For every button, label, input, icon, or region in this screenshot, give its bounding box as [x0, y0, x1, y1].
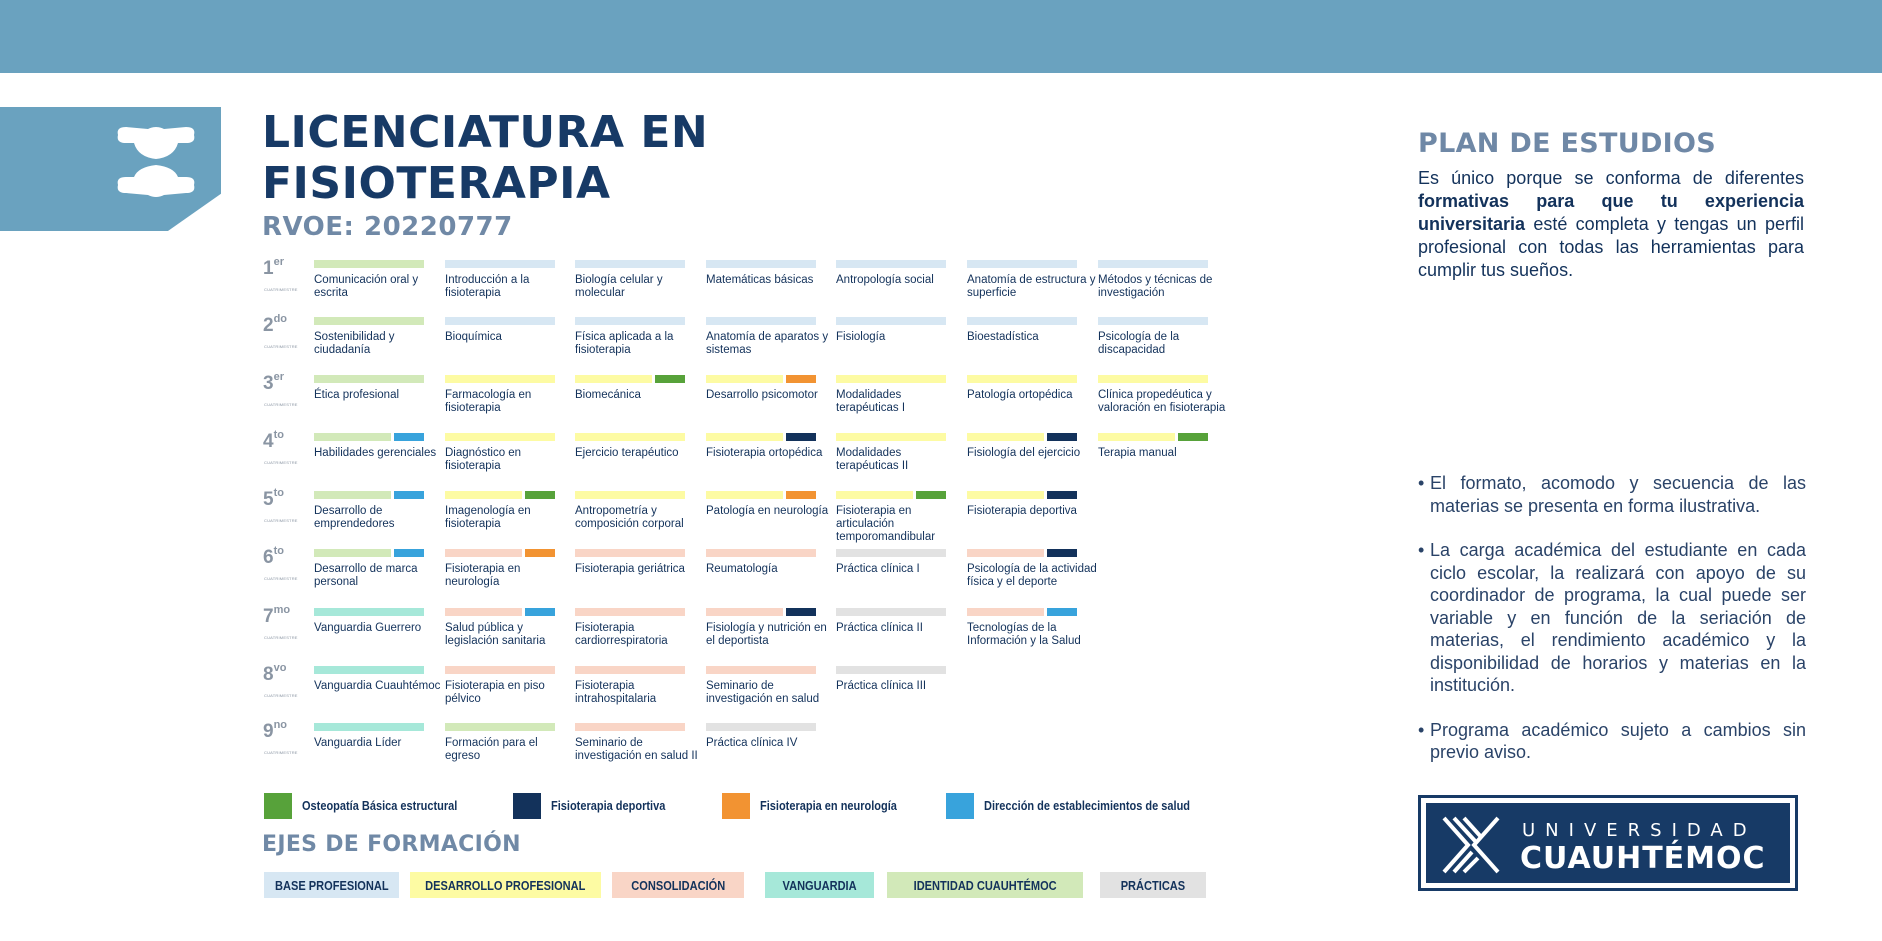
course-name: Fisiología del ejercicio	[967, 447, 1081, 459]
course-name: Ética profesional	[314, 389, 400, 401]
eje-color-bar	[836, 491, 913, 499]
legend-swatch	[722, 793, 750, 819]
course-eje-bar	[445, 549, 555, 557]
legend-swatch	[513, 793, 541, 819]
course-name: Patología en neurología	[706, 505, 829, 517]
legend-item	[513, 793, 681, 819]
specialty-color-bar	[525, 491, 555, 499]
legend-swatch	[264, 793, 292, 819]
eje-color-bar	[575, 666, 685, 674]
course-eje-bar	[706, 260, 816, 268]
course-name: Diagnóstico en fisioterapia	[445, 447, 522, 472]
course-name: Seminario de investigación en salud II	[575, 737, 698, 762]
eje-color-bar	[445, 375, 555, 383]
eje-color-bar	[314, 608, 424, 616]
course-eje-bar	[314, 608, 424, 616]
course-name: Vanguardia Líder	[314, 737, 402, 749]
note-item: • El formato, acomodo y secuencia de las materias se presenta en forma ilustrativa.	[1418, 473, 1806, 516]
course-eje-bar	[836, 666, 946, 674]
course-name: Fisioterapia deportiva	[967, 505, 1077, 517]
eje-color-bar	[706, 723, 816, 731]
semester-label	[263, 489, 284, 511]
specialty-color-bar	[1178, 433, 1208, 441]
specialty-color-bar	[1047, 433, 1077, 441]
note-item: • La carga académica del estudiante en cada ciclo escolar, la realizará con apoyo de su coordinador de programa, la cual puede ser variable y en función de la seriación de materias, el rendimiento académico y la disponibilidad de horarios y materias en la institución.	[1418, 540, 1806, 695]
specialty-color-bar	[525, 608, 555, 616]
eje-color-bar	[314, 666, 424, 674]
course-eje-bar	[706, 491, 816, 499]
eje-color-bar	[445, 491, 522, 499]
eje-color-bar	[967, 260, 1077, 268]
legend-item	[946, 793, 1218, 819]
semester-suffix: to	[273, 545, 284, 557]
semester-number: 8	[263, 664, 274, 685]
semester-number: 7	[263, 606, 274, 627]
course-eje-bar	[575, 375, 685, 383]
course-name: Introducción a la fisioterapia	[445, 274, 530, 299]
course-name: Antropología social	[836, 274, 934, 286]
course-name: Física aplicada a la fisioterapia	[575, 331, 674, 356]
eje-color-bar	[445, 723, 555, 731]
course-eje-bar	[445, 433, 555, 441]
course-name: Fisioterapia en neurología	[445, 563, 521, 588]
course-name: Comunicación oral y escrita	[314, 274, 419, 299]
course-name: Imagenología en fisioterapia	[445, 505, 531, 530]
legend-label: Fisioterapia deportiva	[551, 799, 666, 813]
course-name: Modalidades terapéuticas II	[836, 447, 909, 472]
note-text: El formato, acomodo y secuencia de las materias se presenta en forma ilustrativa.	[1430, 473, 1806, 516]
course-name: Desarrollo psicomotor	[706, 389, 818, 401]
course-eje-bar	[575, 433, 685, 441]
legend-label: Fisioterapia en neurología	[760, 799, 897, 813]
course-name: Farmacología en fisioterapia	[445, 389, 532, 414]
legend-swatch	[946, 793, 974, 819]
course-name: Fisioterapia geriátrica	[575, 563, 685, 575]
course-eje-bar	[314, 317, 424, 325]
legend-label: Dirección de establecimientos de salud	[984, 799, 1191, 813]
specialty-color-bar	[786, 433, 816, 441]
semester-number: 6	[263, 547, 274, 568]
eje-color-bar	[836, 608, 946, 616]
course-eje-bar	[967, 491, 1077, 499]
course-eje-bar	[836, 549, 946, 557]
course-eje-bar	[575, 317, 685, 325]
course-name: Psicología de la actividad física y el deporte	[967, 563, 1097, 588]
eje-label: CONSOLIDACIÓN	[631, 877, 725, 893]
course-name: Salud pública y legislación sanitaria	[445, 622, 546, 647]
plan-description	[1418, 167, 1804, 282]
eje-color-bar	[314, 549, 391, 557]
semester-sublabel: CUATRIMESTRE	[264, 460, 298, 465]
eje-color-bar	[445, 260, 555, 268]
eje-color-bar	[967, 491, 1044, 499]
course-eje-bar	[1098, 375, 1208, 383]
eje-color-bar	[575, 491, 685, 499]
course-name: Fisioterapia ortopédica	[706, 447, 823, 459]
course-name: Ejercicio terapéutico	[575, 447, 679, 459]
plan-title: PLAN DE ESTUDIOS	[1418, 128, 1717, 159]
specialty-color-bar	[394, 433, 424, 441]
semester-sublabel: CUATRIMESTRE	[264, 576, 298, 581]
eje-color-bar	[575, 317, 685, 325]
course-name: Práctica clínica II	[836, 622, 923, 634]
eje-color-bar	[575, 375, 652, 383]
specialty-color-bar	[916, 491, 946, 499]
eje-color-bar	[314, 433, 391, 441]
course-name: Modalidades terapéuticas I	[836, 389, 906, 414]
course-eje-bar	[967, 549, 1077, 557]
semester-label	[263, 664, 286, 686]
eje-color-bar	[1098, 260, 1208, 268]
specialty-color-bar	[786, 608, 816, 616]
eje-color-bar	[575, 608, 685, 616]
course-name: Práctica clínica I	[836, 563, 920, 575]
course-eje-bar	[967, 317, 1077, 325]
specialty-color-bar	[1047, 549, 1077, 557]
eje-color-bar	[314, 260, 424, 268]
eje-item	[612, 872, 744, 898]
eje-color-bar	[836, 549, 946, 557]
specialty-color-bar	[786, 375, 816, 383]
eje-color-bar	[706, 608, 783, 616]
eje-color-bar	[706, 549, 816, 557]
semester-suffix: vo	[273, 662, 287, 674]
eje-color-bar	[575, 723, 685, 731]
course-name: Reumatología	[706, 563, 778, 575]
course-eje-bar	[836, 317, 946, 325]
course-eje-bar	[967, 433, 1077, 441]
eje-color-bar	[967, 549, 1044, 557]
course-eje-bar	[314, 549, 424, 557]
specialty-color-bar	[394, 491, 424, 499]
top-band	[0, 0, 1882, 73]
course-eje-bar	[575, 549, 685, 557]
course-name: Seminario de investigación en salud	[706, 680, 820, 705]
course-name: Fisioterapia en articulación temporomandibular	[836, 505, 936, 543]
course-eje-bar	[575, 723, 685, 731]
semester-suffix: to	[273, 429, 284, 441]
notes-list	[1418, 472, 1806, 786]
course-name: Fisioterapia cardiorrespiratoria	[575, 622, 668, 647]
course-eje-bar	[575, 666, 685, 674]
course-eje-bar	[314, 666, 424, 674]
specialty-color-bar	[1047, 491, 1077, 499]
course-eje-bar	[445, 666, 555, 674]
course-eje-bar	[706, 549, 816, 557]
eje-color-bar	[1098, 375, 1208, 383]
semester-sublabel: CUATRIMESTRE	[264, 402, 298, 407]
course-eje-bar	[314, 433, 424, 441]
eje-item	[410, 872, 601, 898]
specialty-color-bar	[655, 375, 685, 383]
course-name: Clínica propedéutica y valoración en fisioterapia	[1098, 389, 1226, 414]
semester-sublabel: CUATRIMESTRE	[264, 287, 298, 292]
course-eje-bar	[836, 260, 946, 268]
eje-color-bar	[967, 433, 1044, 441]
semester-label	[263, 606, 290, 628]
semester-label	[263, 547, 284, 569]
course-name: Habilidades gerenciales	[314, 447, 437, 459]
logo-line-2: CUAUHTÉMOC	[1520, 841, 1766, 876]
semester-number: 4	[263, 431, 274, 452]
course-name: Psicología de la discapacidad	[1098, 331, 1180, 356]
course-name: Bioestadística	[967, 331, 1039, 343]
cuauhtemoc-logo-icon	[1438, 812, 1504, 878]
eje-color-bar	[1098, 433, 1175, 441]
plan-text-2: esté completa y tengas un perfil profesional con todas las herramientas para cumplir tus sueños.	[1418, 214, 1804, 280]
eje-color-bar	[706, 491, 783, 499]
semester-label	[263, 258, 284, 280]
title-line-2: FISIOTERAPIA	[262, 158, 611, 209]
eje-label: VANGUARDIA	[782, 877, 857, 893]
eje-label: BASE PROFESIONAL	[274, 877, 389, 893]
course-eje-bar	[445, 317, 555, 325]
course-eje-bar	[1098, 260, 1208, 268]
specialty-color-bar	[1047, 608, 1077, 616]
semester-number: 5	[263, 489, 274, 510]
course-name: Fisioterapia intrahospitalaria	[575, 680, 657, 705]
note-text: Programa académico sujeto a cambios sin previo aviso.	[1430, 719, 1806, 762]
note-item: • Programa académico sujeto a cambios sin previo aviso.	[1418, 719, 1806, 762]
page-title	[262, 107, 708, 209]
eje-color-bar	[445, 433, 555, 441]
course-name: Sostenibilidad y ciudadanía	[314, 331, 395, 356]
logo-line-1: UNIVERSIDAD	[1522, 820, 1757, 841]
course-eje-bar	[445, 260, 555, 268]
course-eje-bar	[967, 260, 1077, 268]
course-eje-bar	[836, 433, 946, 441]
eje-color-bar	[575, 549, 685, 557]
semester-sublabel: CUATRIMESTRE	[264, 344, 298, 349]
course-name: Vanguardia Cuauhtémoc	[314, 680, 441, 692]
semester-number: 9	[263, 721, 274, 742]
eje-color-bar	[314, 317, 424, 325]
course-name: Antropometría y composición corporal	[575, 505, 684, 530]
eje-color-bar	[706, 317, 816, 325]
course-eje-bar	[314, 260, 424, 268]
legend-item	[264, 793, 478, 819]
course-name: Matemáticas básicas	[706, 274, 814, 286]
course-name: Formación para el egreso	[445, 737, 538, 762]
semester-number: 1	[263, 258, 274, 279]
eje-color-bar	[314, 491, 391, 499]
course-eje-bar	[706, 723, 816, 731]
eje-label: DESARROLLO PROFESIONAL	[425, 877, 586, 893]
semester-sublabel: CUATRIMESTRE	[264, 518, 298, 523]
eje-item	[887, 872, 1083, 898]
course-eje-bar	[836, 491, 946, 499]
eje-color-bar	[1098, 317, 1208, 325]
eje-color-bar	[967, 317, 1077, 325]
course-eje-bar	[706, 433, 816, 441]
eje-color-bar	[836, 260, 946, 268]
course-name: Desarrollo de emprendedores	[314, 505, 395, 530]
course-name: Práctica clínica IV	[706, 737, 798, 749]
semester-label	[263, 721, 287, 743]
semester-label	[263, 315, 287, 337]
eje-label: IDENTIDAD CUAUHTÉMOC	[913, 877, 1057, 893]
eje-color-bar	[314, 375, 424, 383]
eje-color-bar	[836, 375, 946, 383]
legend-label: Osteopatía Básica estructural	[302, 799, 458, 813]
plan-text-bold: formativas para que tu experiencia universitaria	[1418, 191, 1804, 234]
course-eje-bar	[967, 608, 1077, 616]
course-eje-bar	[314, 723, 424, 731]
course-name: Patología ortopédica	[967, 389, 1073, 401]
eje-color-bar	[836, 317, 946, 325]
course-eje-bar	[706, 375, 816, 383]
course-eje-bar	[706, 317, 816, 325]
course-name: Biología celular y molecular	[575, 274, 663, 299]
course-eje-bar	[445, 608, 555, 616]
course-eje-bar	[967, 375, 1077, 383]
course-eje-bar	[706, 608, 816, 616]
course-name: Bioquímica	[445, 331, 502, 343]
legend-item	[722, 793, 916, 819]
course-eje-bar	[314, 491, 424, 499]
eje-color-bar	[706, 260, 816, 268]
eje-color-bar	[445, 608, 522, 616]
course-name: Fisiología y nutrición en el deportista	[706, 622, 827, 647]
course-name: Biomecánica	[575, 389, 641, 401]
eje-item	[1100, 872, 1206, 898]
eje-item	[765, 872, 874, 898]
course-eje-bar	[1098, 317, 1208, 325]
eje-color-bar	[706, 433, 783, 441]
course-name: Fisiología	[836, 331, 886, 343]
spine-icon	[108, 123, 204, 215]
course-eje-bar	[1098, 433, 1208, 441]
course-eje-bar	[836, 608, 946, 616]
eje-color-bar	[314, 723, 424, 731]
semester-suffix: to	[273, 487, 284, 499]
course-eje-bar	[575, 608, 685, 616]
semester-suffix: er	[273, 256, 284, 268]
specialty-color-bar	[786, 491, 816, 499]
course-eje-bar	[575, 491, 685, 499]
eje-color-bar	[445, 317, 555, 325]
course-name: Fisioterapia en piso pélvico	[445, 680, 545, 705]
semester-suffix: no	[273, 719, 288, 731]
course-name: Métodos y técnicas de investigación	[1098, 274, 1213, 299]
semester-suffix: mo	[273, 604, 291, 616]
university-logo	[1418, 795, 1798, 891]
semester-sublabel: CUATRIMESTRE	[264, 693, 298, 698]
course-eje-bar	[575, 260, 685, 268]
course-eje-bar	[445, 723, 555, 731]
course-eje-bar	[445, 491, 555, 499]
course-name: Anatomía de aparatos y sistemas	[706, 331, 829, 356]
semester-label	[263, 431, 284, 453]
eje-color-bar	[967, 608, 1044, 616]
title-line-1: LICENCIATURA EN	[262, 107, 709, 158]
specialty-color-bar	[394, 549, 424, 557]
course-eje-bar	[445, 375, 555, 383]
eje-color-bar	[445, 549, 522, 557]
eje-color-bar	[836, 666, 946, 674]
course-name: Vanguardia Guerrero	[314, 622, 422, 634]
eje-item	[264, 872, 399, 898]
course-eje-bar	[836, 375, 946, 383]
course-name: Terapia manual	[1098, 447, 1177, 459]
semester-number: 2	[263, 315, 274, 336]
course-eje-bar	[706, 666, 816, 674]
rvoe-label: RVOE: 20220777	[262, 212, 513, 242]
course-name: Desarrollo de marca personal	[314, 563, 418, 588]
course-eje-bar	[314, 375, 424, 383]
semester-sublabel: CUATRIMESTRE	[264, 635, 298, 640]
note-text: La carga académica del estudiante en cada ciclo escolar, la realizará con apoyo de su coordinador de programa, la cual puede ser variable y en función de la seriación de materias, el rendimiento académico y la disponibilidad de horarios y materias en la institución.	[1430, 540, 1806, 695]
plan-text-1: Es único porque se conforma de diferentes	[1418, 168, 1804, 188]
ejes-title: EJES DE FORMACIÓN	[262, 832, 521, 857]
eje-color-bar	[706, 375, 783, 383]
eje-color-bar	[575, 260, 685, 268]
semester-sublabel: CUATRIMESTRE	[264, 750, 298, 755]
eje-color-bar	[967, 375, 1077, 383]
semester-number: 3	[263, 373, 274, 394]
course-name: Tecnologías de la Información y la Salud	[967, 622, 1081, 647]
eje-color-bar	[836, 433, 946, 441]
eje-label: PRÁCTICAS	[1120, 877, 1186, 893]
eje-color-bar	[445, 666, 555, 674]
badge	[0, 107, 221, 231]
semester-label	[263, 373, 284, 395]
course-name: Anatomía de estructura y superficie	[967, 274, 1096, 299]
course-name: Práctica clínica III	[836, 680, 927, 692]
eje-color-bar	[706, 666, 816, 674]
semester-suffix: er	[273, 371, 284, 383]
eje-color-bar	[575, 433, 685, 441]
specialty-color-bar	[525, 549, 555, 557]
semester-suffix: do	[273, 313, 288, 325]
